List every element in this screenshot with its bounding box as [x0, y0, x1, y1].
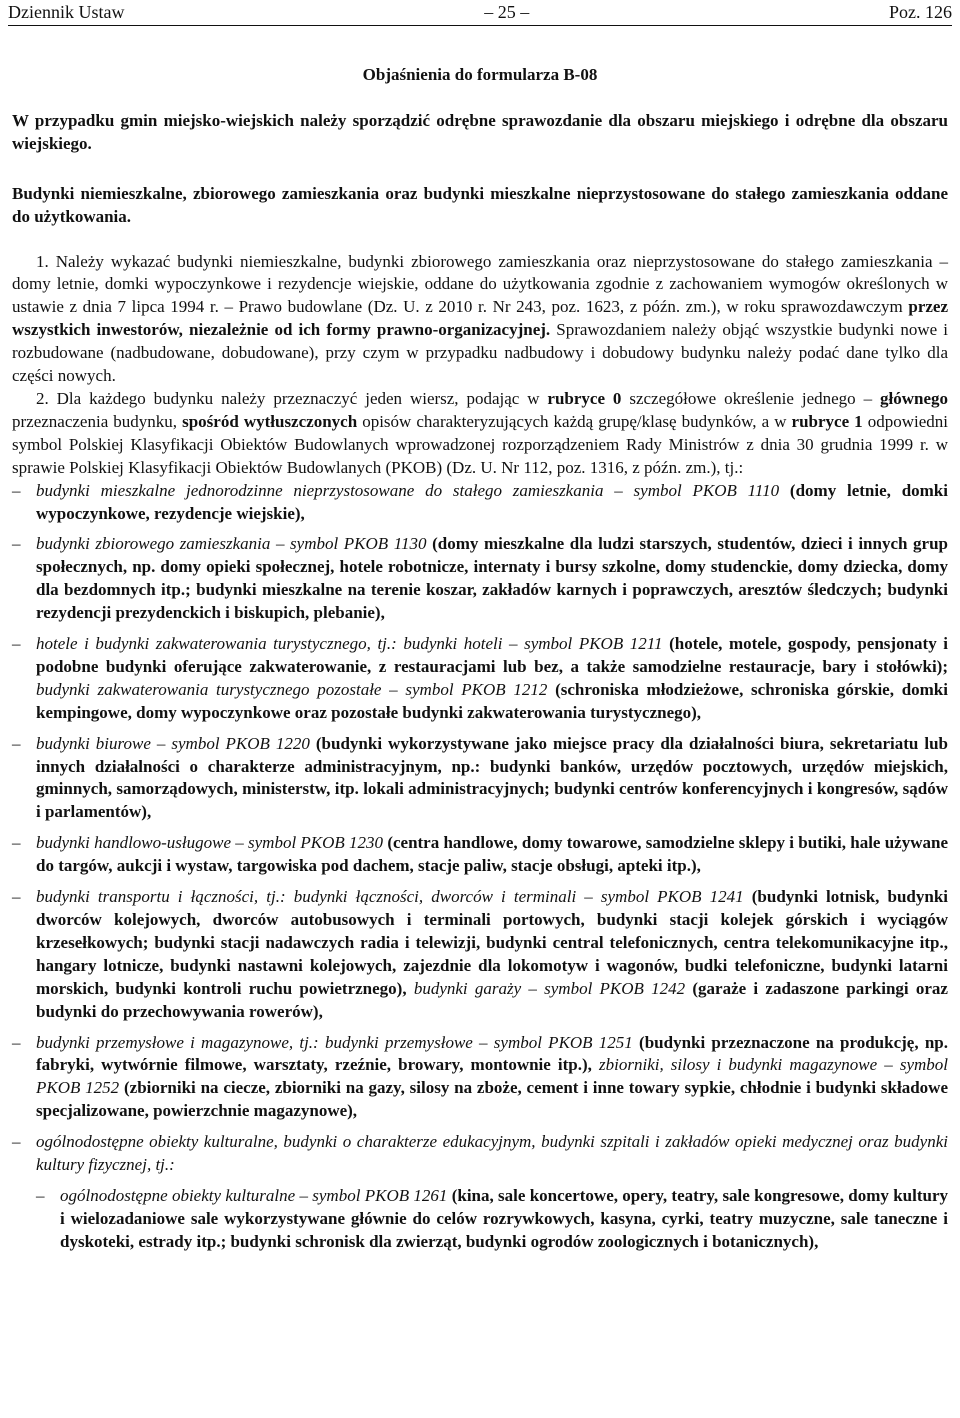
document-title: Objaśnienia do formularza B-08 — [362, 65, 598, 84]
paragraph-1-emphasis: przez wszystkich inwestorów, niezależnie od ich formy prawno-organizacyjnej. — [12, 297, 948, 340]
list-dash: – — [12, 1032, 21, 1052]
items-item-text — [36, 480, 948, 526]
items-item-italic-part: budynki transportu i łączności, tj.: budynki łączności, dworców i terminali – symbol PKOB 1241 — [36, 887, 744, 907]
items-item-text — [36, 533, 948, 625]
items-item-bold-part: (garaże i zadaszone parkingi oraz budynki do przechowywania rowerów), — [36, 978, 948, 1021]
items-item-text — [36, 1131, 948, 1177]
items-item-text — [36, 733, 948, 825]
items-item-italic-part: budynki zbiorowego zamieszkania – symbol PKOB 1130 — [36, 534, 427, 554]
items-item — [12, 832, 948, 878]
items-item-italic-part: budynki handlowo-usługowe – symbol PKOB 1230 — [36, 833, 384, 853]
items-item-bold-part: (domy letnie, domki wypoczynkowe, rezydencje wiejskie), — [36, 480, 948, 523]
paragraph-1-text: Należy wykazać budynki niemieszkalne, budynki zbiorowego zamieszkania oraz nieprzystosowane do stałego zamieszkania – domy letnie, domki wypoczynkowe i rezydencje wiejskie, oddane do użytkowania zgodnie z zachowaniem wymogów określonych w ustawie z dnia 7 lipca 1994 r. – Prawo budowlane (Dz. U. z 2010 r. Nr 243, poz. 1623, z późn. zm.), w roku sprawozdawczym — [12, 251, 948, 317]
paragraph-1-text-cont: Sprawozdaniem należy objąć wszystkie budynki nowe i rozbudowane (nadbudowane, dobudowane), przy czym w przypadku nadbudowy i dobudowy budynku należy podać dane tylko dla części nowych. — [12, 320, 948, 386]
items-item-italic-part: budynki mieszkalne jednorodzinne nieprzystosowane do stałego zamieszkania – symbol PKOB 1110 — [36, 480, 780, 500]
items-item-bold-part: (budynki wykorzystywane jako miejsce pracy dla działalności biura, sekretariatu lub innych działalności o charakterze administracyjnym, np.: budynki banków, urzędów pocztowych, urzędów miejskich, gminnych, samorządowych, ministerstw, itp. lokali administracyjnych; budynki centrów konferencyjnych i kongresów, sądów i parlamentów), — [36, 733, 948, 822]
items-item — [12, 533, 948, 625]
items-item — [12, 480, 948, 526]
items-item-italic-part: budynki garaży – symbol PKOB 1242 — [406, 978, 686, 998]
items-item-bold-part: (hotele, motele, gospody, pensjonaty i podobne budynki oferujące zakwaterowanie, z restauracjami lub bez, a także samodzielne restauracje, bary i stołówki); — [36, 634, 948, 676]
paragraph-2-bold: rubryce 1 — [791, 411, 863, 431]
items-item-bold-part: (budynki przeznaczone na produkcję, np. fabryki, wytwórnie filmowe, warsztaty, rzeźnie, browary, montownie itp.), — [36, 1032, 948, 1075]
items-item-text — [36, 1032, 948, 1124]
items-item-italic-part: budynki zakwaterowania turystycznego pozostałe – symbol PKOB 1212 — [36, 679, 548, 699]
items-item-bold-part: (budynki lotnisk, budynki dworców kolejowych, dworców autobusowych i terminali portowych, budynki stacji kolejek górskich i wyciągów krzesełkowych; budynki stacji nadawczych radia i telewizji, budynki central telefonicznych, centra telekomunikacyjne itp., hangary lotnicze, budynki nastawni kolejowych, zajezdnie dla lokomotyw i wagonów, budki telefoniczne, budynki latarni morskich, budynki kontroli ruchu powietrznego), — [36, 887, 948, 998]
paragraph-2-text: szczegółowe określenie jednego – — [621, 388, 880, 408]
paragraph-2-text: opisów charakteryzujących każdą grupę/klasę budynków, a w — [357, 411, 792, 431]
subitems-item-bold-part: (kina, sale koncertowe, opery, teatry, sale kongresowe, domy kultury i wielozadaniowe sale wykorzystywane głównie do celów rozrywkowych, kasyna, cyrki, teatry muzyczne, sale taneczne i dyskoteki, estrady itp.; budynki schronisk dla zwierząt, budynki ogrodów zoologicznych i botanicznych), — [60, 1185, 948, 1251]
page-number: – 25 – — [484, 2, 530, 22]
paragraph-2-text: odpowiedni symbol Polskiej Klasyfikacji Obiektów Budowlanych wprowadzonej rozporządzeniem Rady Ministrów z dnia 30 grudnia 1999 r. w sprawie Polskiej Klasyfikacji Obiektów Budowlanych (PKOB) (Dz. U. Nr 112, poz. 1316, z późn. zm.), tj.: — [12, 411, 948, 477]
subcategory-list — [12, 1185, 948, 1254]
paragraph-2-bold: rubryce 0 — [547, 388, 622, 408]
list-dash: – — [12, 733, 21, 753]
items-item-bold-part: (zbiorniki na ciecze, zbiorniki na gazy, silosy na zboże, cement i inne towary sypkie, chłodnie i budynki składowe specjalizowane, powierzchnie magazynowe), — [36, 1078, 948, 1121]
list-dash: – — [12, 1132, 21, 1152]
items-item — [12, 733, 948, 825]
items-item-text — [36, 633, 948, 725]
items-item-italic-part: hotele i budynki zakwaterowania turystycznego, tj.: budynki hoteli – symbol PKOB 1211 — [36, 634, 663, 654]
paragraph-2-bold: głównego — [879, 388, 948, 408]
paragraph-2-bold: spośród wytłuszczonych — [182, 411, 358, 431]
list-dash: – — [12, 534, 21, 554]
items-item-text — [36, 832, 948, 878]
list-dash: – — [36, 1185, 45, 1205]
paragraph-2-text: przeznaczenia budynku, — [12, 411, 183, 431]
paragraph-1-number: 1. — [36, 251, 49, 271]
paragraph-2-text: Dla każdego budynku należy przeznaczyć jeden wiersz, podając w — [48, 388, 548, 408]
section-heading: Budynki niemieszkalne, zbiorowego zamieszkania oraz budynki mieszkalne nieprzystosowane do stałego zamieszkania oddane do użytkowania. — [12, 183, 948, 226]
subitems-item — [36, 1185, 948, 1254]
subitems-item-text — [60, 1185, 948, 1254]
list-dash: – — [12, 634, 21, 654]
journal-name: Dziennik Ustaw — [8, 2, 125, 22]
items-item-italic-part: ogólnodostępne obiekty kulturalne, budynki o charakterze edukacyjnym, budynki szpitali i zakładów opieki medycznej oraz budynki kultury fizycznej, tj.: — [36, 1132, 948, 1175]
items-item-italic-part: budynki biurowe – symbol PKOB 1220 — [36, 733, 310, 753]
position-number: Poz. 126 — [888, 2, 952, 22]
items-item-bold-part: (schroniska młodzieżowe, schroniska górskie, domki kempingowe, domy wypoczynkowe oraz pozostałe budynki zakwaterowania turystycznego), — [36, 679, 948, 722]
list-dash: – — [12, 887, 21, 907]
items-item — [12, 1131, 948, 1177]
paragraph-1 — [12, 251, 948, 388]
items-item-bold-part: (centra handlowe, domy towarowe, samodzielne sklepy i butiki, hale używane do targów, aukcji i wystaw, targowiska pod dachem, stacje paliw, stacje obsługi, apteki itp.), — [36, 833, 949, 876]
items-item — [12, 886, 948, 1023]
items-item-italic-part: budynki przemysłowe i magazynowe, tj.: budynki przemysłowe – symbol PKOB 1251 — [36, 1032, 633, 1052]
items-item-text — [36, 886, 948, 1023]
list-dash: – — [12, 833, 21, 853]
category-list — [12, 480, 948, 1177]
subitems-item-italic-part: ogólnodostępne obiekty kulturalne – symbol PKOB 1261 — [60, 1185, 448, 1205]
paragraph-2-number: 2. — [36, 388, 49, 408]
list-dash: – — [12, 480, 21, 500]
intro-paragraph: W przypadku gmin miejsko-wiejskich należy sporządzić odrębne sprawozdanie dla obszaru miejskiego i odrębne dla obszaru wiejskiego. — [12, 110, 948, 153]
items-item-italic-part: zbiorniki, silosy i budynki magazynowe – symbol PKOB 1252 — [36, 1055, 948, 1098]
items-item — [12, 633, 948, 725]
items-item — [12, 1032, 948, 1124]
items-item-bold-part: (domy mieszkalne dla ludzi starszych, studentów, dzieci i innych grup społecznych, np. domy opieki społecznej, hotele robotnicze, internaty i bursy szkolne, domy studenckie, domy dziecka, domy dla bezdomnych itp.; budynki mieszkalne na terenie koszar, zakładów karnych i poprawczych, aresztów śledczych; budynki rezydencji prezydenckich i biskupich, plebanie), — [36, 534, 949, 623]
page-header — [8, 0, 952, 26]
paragraph-2 — [12, 388, 948, 480]
